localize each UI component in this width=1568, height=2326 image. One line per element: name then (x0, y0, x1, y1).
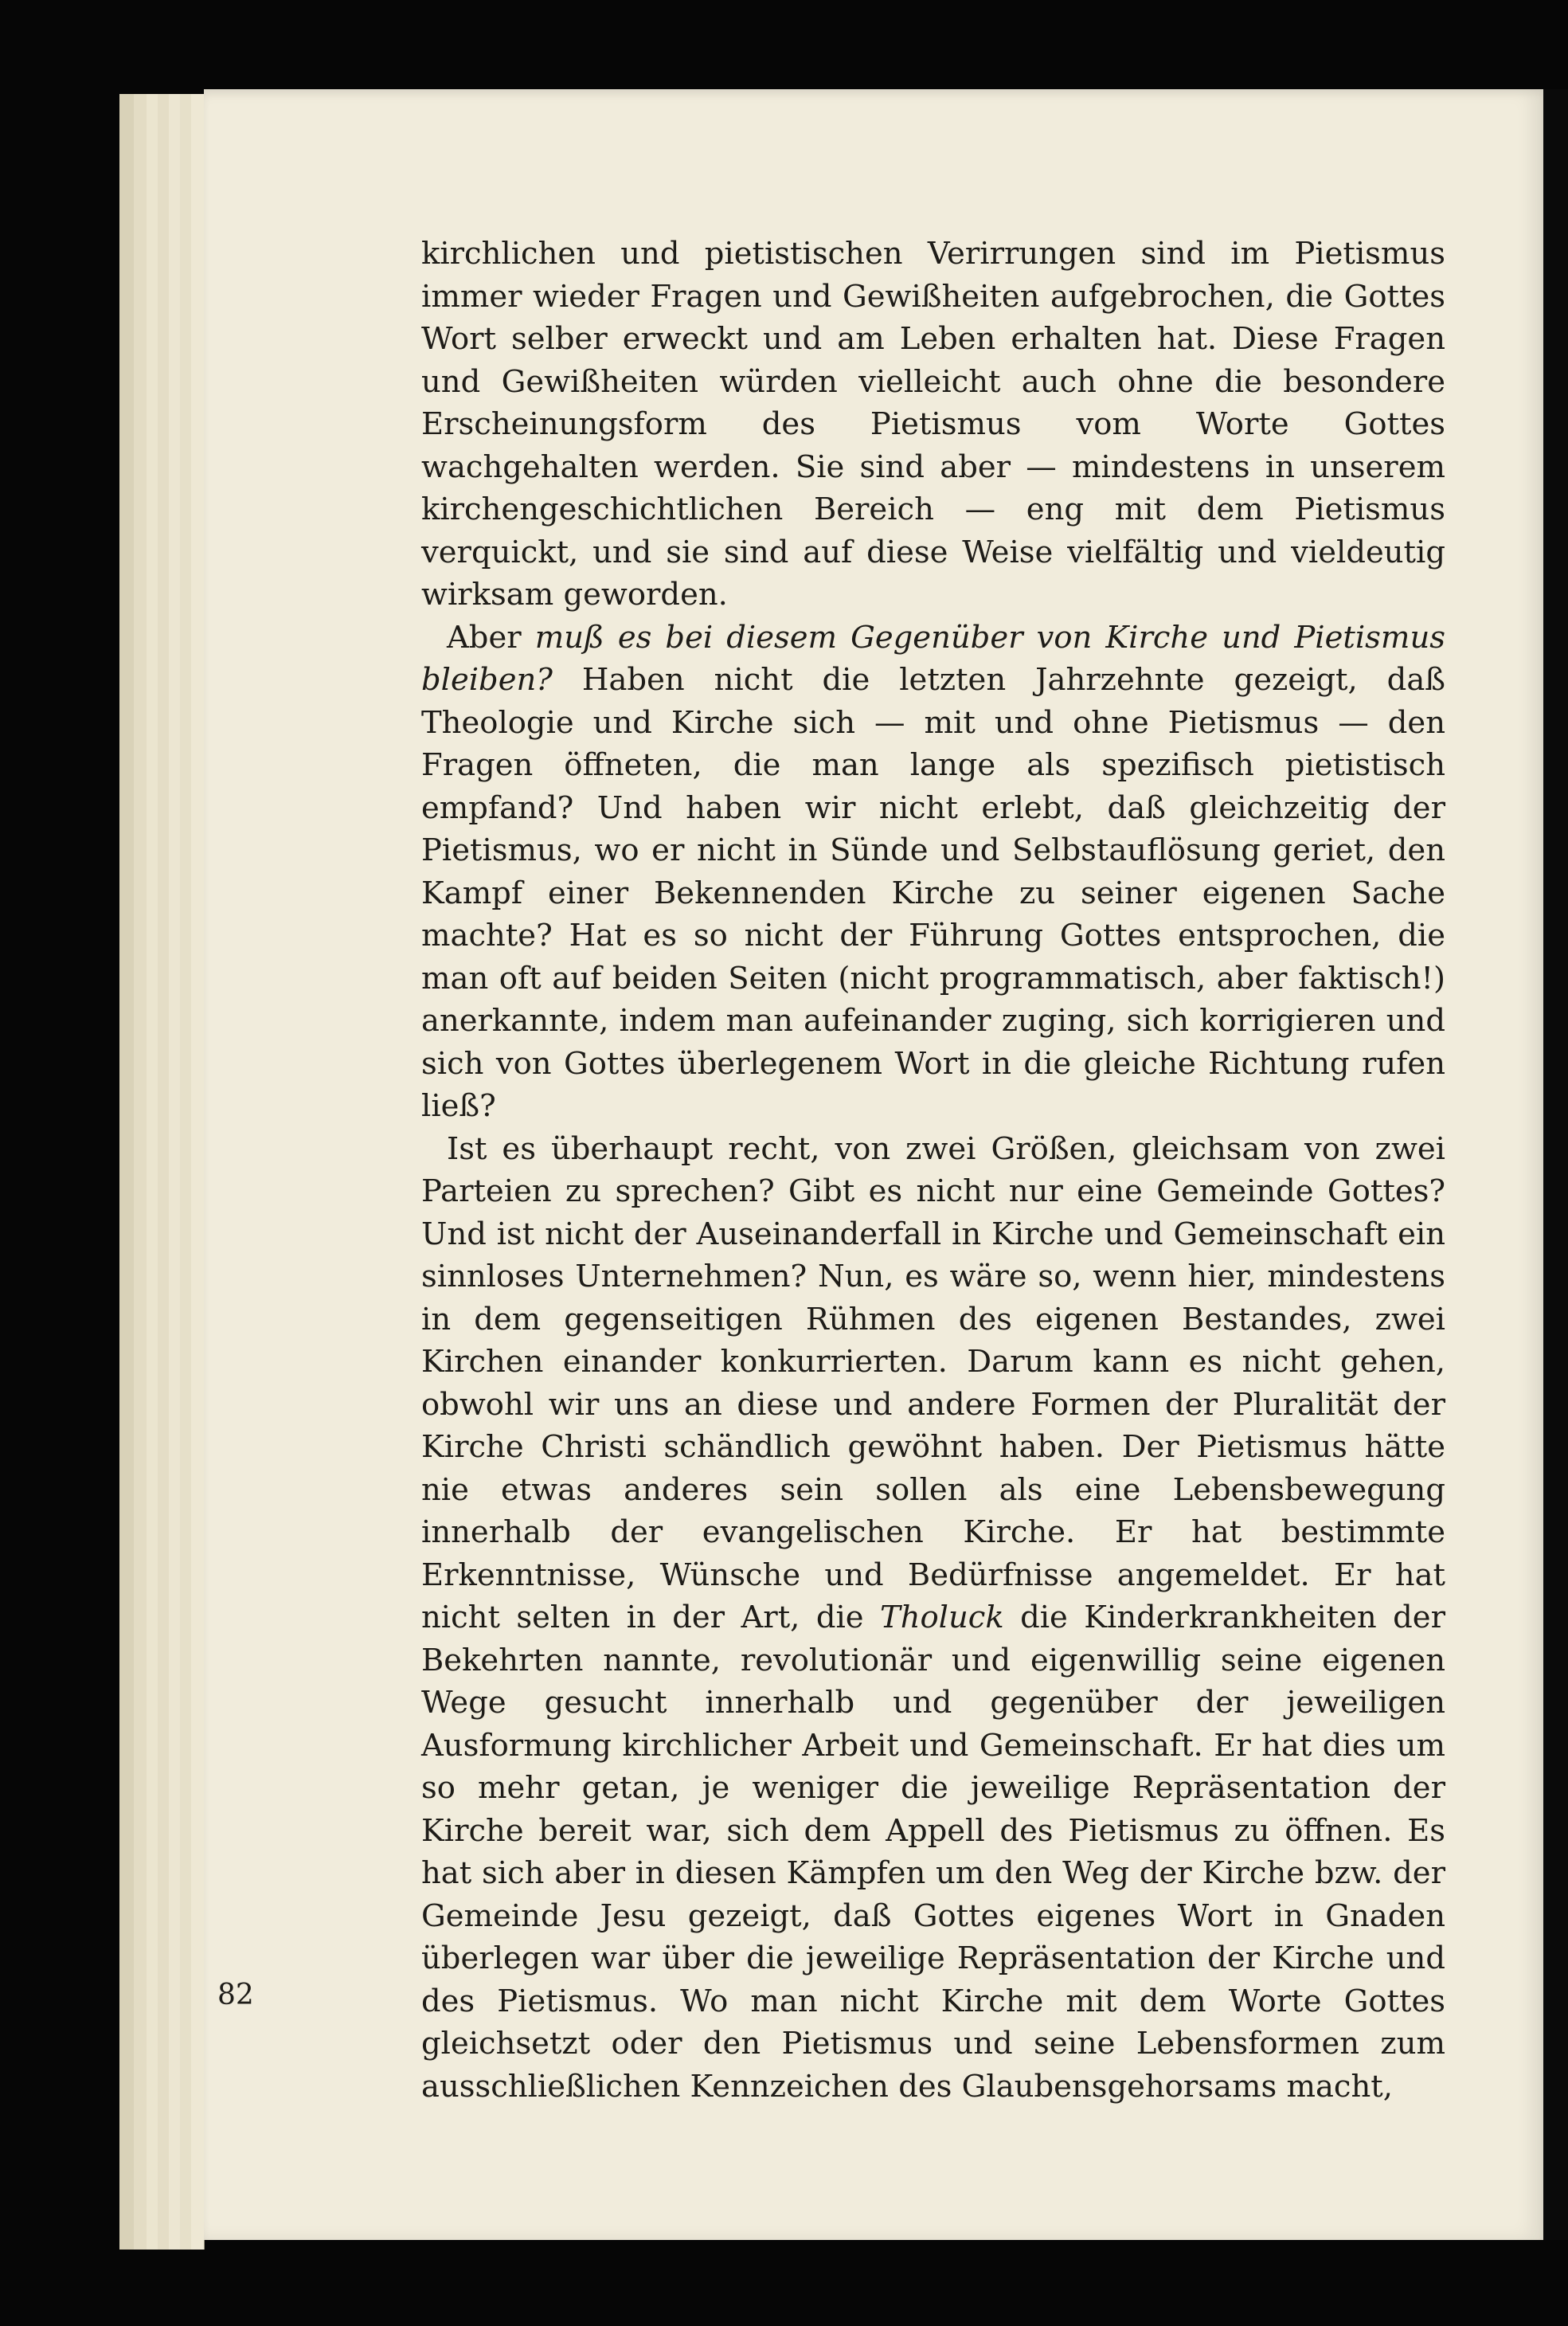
paragraph-2 (421, 617, 1445, 1128)
page-edge (180, 94, 192, 2250)
page-edge (119, 94, 135, 2250)
paragraph-3-rest: die Kinderkrankheiten der Bekehrten nannte, revolutionär und eigenwillig seine eigenen Wege gesucht innerhalb und gegenüber der jeweiligen Ausformung kirchlicher Arbeit und Gemeinschaft. Er hat dies um so mehr getan, je weniger die jeweilige Repräsentation der Kirche bereit war, sich dem Appell des Pietismus zu öffnen. Es hat sich aber in diesen Kämpfen um den Weg der Kirche bzw. der Gemeinde Jesu gezeigt, daß Gottes eigenes Wort in Gnaden überlegen war über die jeweilige Repräsentation der Kirche und des Pietismus. Wo man nicht Kirche mit dem Worte Gottes gleichsetzt oder den Pietismus und seine Lebensformen zum ausschließlichen Kennzeichen des Glaubensgehorsams macht, (421, 1600, 1445, 2105)
page-edge (191, 94, 205, 2250)
book-spine-shadow (1543, 89, 1568, 2240)
paragraph-3 (421, 1128, 1445, 2109)
paragraph-2-rest: Haben nicht die letzten Jahrzehnte gezeigt, daß Theologie und Kirche sich — mit und ohne Pietismus — den Fragen öffneten, die man lange als spezifisch pietistisch empfand? Und haben wir nicht erlebt, daß gleichzeitig der Pietismus, wo er nicht in Sünde und Selbstauflösung geriet, den Kampf einer Bekennenden Kirche zu seiner eigenen Sache machte? Hat es so nicht der Führung Gottes entsprochen, die man oft auf beiden Seiten (nicht programmatisch, aber faktisch!) anerkannte, indem man aufeinander zuging, sich korrigieren und sich von Gottes überlegenem Wort in die gleiche Richtung rufen ließ? (421, 662, 1445, 1124)
paragraph-3-italic: Tholuck (880, 1600, 1004, 1635)
page-number: 82 (217, 1979, 254, 2011)
paragraph-2-lead: Aber (447, 619, 535, 656)
body-text (421, 233, 1445, 2108)
page-edge (158, 94, 170, 2250)
page-edge (169, 94, 181, 2250)
paragraph-1: kirchlichen und pietistischen Verirrungen sind im Pietismus immer wieder Fragen und Gewißheiten aufgebrochen, die Gottes Wort selber erweckt und am Leben erhalten hat. Diese Fragen und Gewißheiten würden vielleicht auch ohne die besondere Erscheinungsform des Pietismus vom Worte Gottes wachgehalten werden. Sie sind aber — mindestens in unserem kirchengeschichtlichen Bereich — eng mit dem Pietismus verquickt, und sie sind auf diese Weise vielfältig und vieldeutig wirksam geworden. (421, 236, 1445, 613)
page-edge (134, 94, 147, 2250)
paragraph-3-lead: Ist es überhaupt recht, von zwei Größen, gleichsam von zwei Parteien zu sprechen? Gibt es nicht nur eine Gemeinde Gottes? Und ist nicht der Auseinanderfall in Kirche und Gemeinschaft ein sinnloses Unternehmen? Nun, es wäre so, wenn hier, mindestens in dem gegenseitigen Rühmen des eigenen Bestandes, zwei Kirchen einander konkurrierten. Darum kann es nicht gehen, obwohl wir uns an diese und andere Formen der Pluralität der Kirche Christi schändlich gewöhnt haben. Der Pietismus hätte nie etwas anderes sein sollen als eine Lebensbewegung innerhalb der evangelischen Kirche. Er hat bestimmte Erkenntnisse, Wünsche und Bedürfnisse angemeldet. Er hat nicht selten in der Art, die (421, 1130, 1445, 1635)
paragraph-2-italic: muß es bei diesem Gegenüber von Kirche und Pietismus bleiben? (421, 619, 1445, 698)
page-edge (147, 94, 158, 2250)
book-page (204, 89, 1543, 2240)
